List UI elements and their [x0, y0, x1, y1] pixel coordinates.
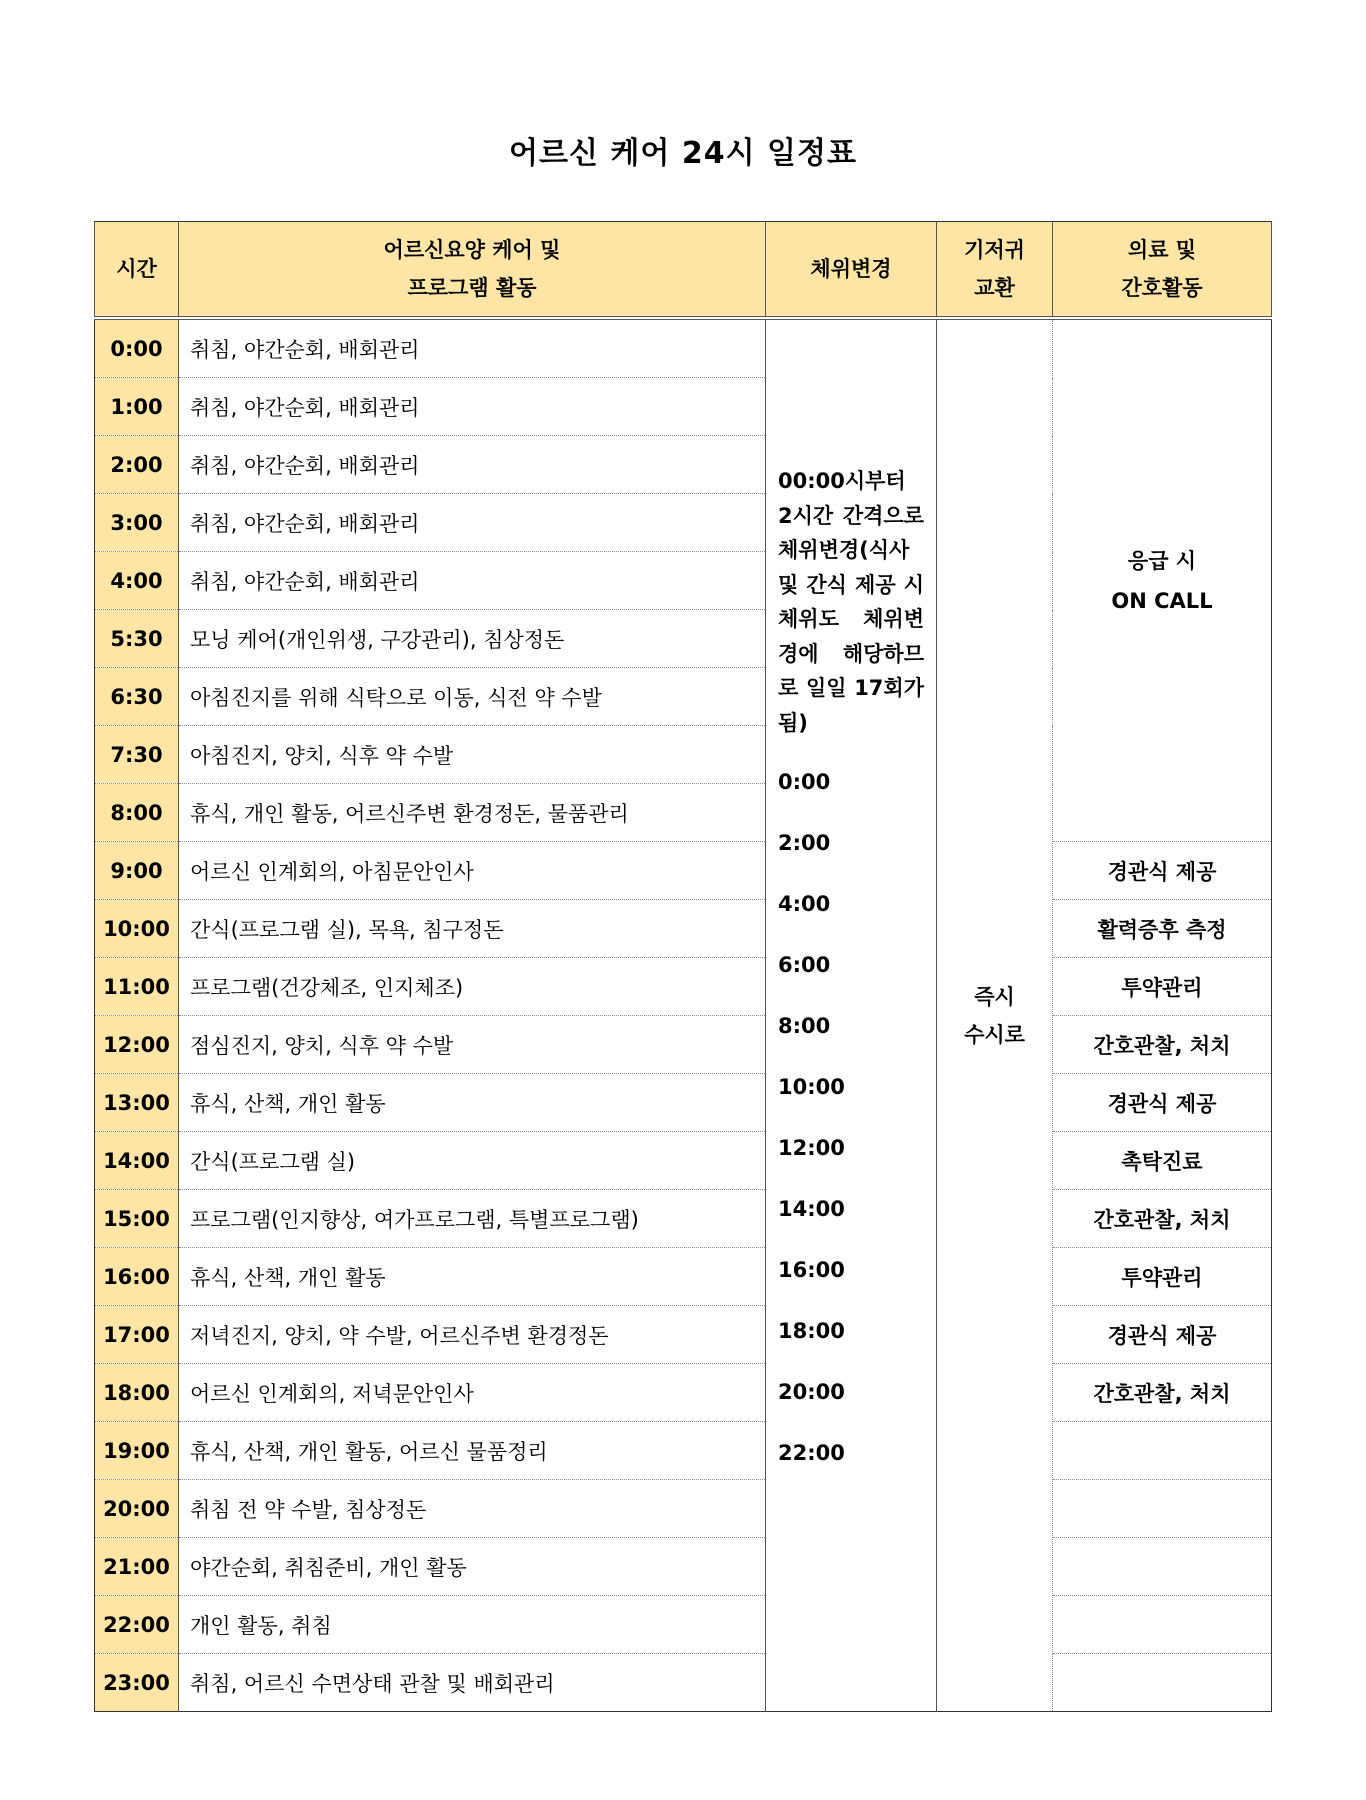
schedule-body	[95, 318, 1272, 1712]
schedule-table	[94, 221, 1272, 1712]
time-cell: 4:00	[95, 552, 179, 610]
time-cell: 16:00	[95, 1248, 179, 1306]
position-change-time: 20:00	[778, 1380, 845, 1404]
activity-cell: 취침, 야간순회, 배회관리	[179, 494, 766, 552]
activity-cell: 어르신 인계회의, 아침문안인사	[179, 842, 766, 900]
header-care-line2: 프로그램 활동	[407, 276, 537, 300]
activity-cell: 취침, 어르신 수면상태 관찰 및 배회관리	[179, 1654, 766, 1712]
position-change-time: 22:00	[778, 1441, 845, 1465]
position-change-time: 8:00	[778, 1014, 831, 1038]
activity-cell: 어르신 인계회의, 저녁문안인사	[179, 1364, 766, 1422]
position-change-time: 18:00	[778, 1319, 845, 1343]
diaper-line2: 수시로	[964, 1022, 1025, 1047]
time-cell: 18:00	[95, 1364, 179, 1422]
table-row	[95, 1306, 1272, 1364]
table-row	[95, 1480, 1272, 1538]
activity-cell: 개인 활동, 취침	[179, 1596, 766, 1654]
position-change-time: 0:00	[778, 770, 831, 794]
time-cell: 6:30	[95, 668, 179, 726]
position-change-note: 00:00시부터 2시간 간격으로 체위변경(식사 및 간식 제공 시 체위도 체위변경에 해당하므로 일일 17회가 됨)	[778, 469, 924, 735]
header-medical-line2: 간호활동	[1121, 276, 1203, 300]
activity-cell: 휴식, 산책, 개인 활동	[179, 1248, 766, 1306]
table-row	[95, 1364, 1272, 1422]
table-row	[95, 900, 1272, 958]
medical-cell: 경관식 제공	[1053, 842, 1272, 900]
diaper-line1: 즉시	[974, 984, 1015, 1009]
header-care-line1: 어르신요양 케어 및	[383, 238, 561, 262]
activity-cell: 간식(프로그램 실)	[179, 1132, 766, 1190]
table-row	[95, 1596, 1272, 1654]
page-title: 어르신 케어 24시 일정표	[509, 136, 857, 171]
time-cell: 3:00	[95, 494, 179, 552]
table-row	[95, 1654, 1272, 1712]
header-time: 시간	[95, 222, 179, 319]
header-medical-line1: 의료 및	[1127, 238, 1197, 262]
medical-cell: 간호관찰, 처치	[1053, 1016, 1272, 1074]
time-cell: 20:00	[95, 1480, 179, 1538]
position-change-times	[778, 752, 924, 1484]
activity-cell: 저녁진지, 양치, 약 수발, 어르신주변 환경정돈	[179, 1306, 766, 1364]
activity-cell: 취침, 야간순회, 배회관리	[179, 378, 766, 436]
position-change-cell	[766, 318, 937, 1712]
activity-cell: 취침, 야간순회, 배회관리	[179, 552, 766, 610]
header-diaper-line2: 교환	[974, 276, 1015, 300]
medical-cell	[1053, 1654, 1272, 1712]
table-row	[95, 318, 1272, 378]
time-cell: 0:00	[95, 318, 179, 378]
medical-cell	[1053, 1596, 1272, 1654]
medical-cell: 활력증후 측정	[1053, 900, 1272, 958]
medical-cell: 간호관찰, 처치	[1053, 1364, 1272, 1422]
time-cell: 17:00	[95, 1306, 179, 1364]
time-cell: 1:00	[95, 378, 179, 436]
header-position: 체위변경	[766, 222, 937, 319]
activity-cell: 아침진지를 위해 식탁으로 이동, 식전 약 수발	[179, 668, 766, 726]
time-cell: 22:00	[95, 1596, 179, 1654]
table-row	[95, 958, 1272, 1016]
activity-cell: 프로그램(인지향상, 여가프로그램, 특별프로그램)	[179, 1190, 766, 1248]
header-medical	[1053, 222, 1272, 319]
time-cell: 12:00	[95, 1016, 179, 1074]
table-row	[95, 1190, 1272, 1248]
position-change-time: 14:00	[778, 1197, 845, 1221]
time-cell: 11:00	[95, 958, 179, 1016]
header-care	[179, 222, 766, 319]
position-change-time: 4:00	[778, 892, 831, 916]
table-row	[95, 1132, 1272, 1190]
activity-cell: 취침, 야간순회, 배회관리	[179, 436, 766, 494]
time-cell: 14:00	[95, 1132, 179, 1190]
activity-cell: 아침진지, 양치, 식후 약 수발	[179, 726, 766, 784]
medical-cell: 촉탁진료	[1053, 1132, 1272, 1190]
oncall-line1: 응급 시	[1127, 548, 1197, 573]
position-change-time: 12:00	[778, 1136, 845, 1160]
position-change-time: 10:00	[778, 1075, 845, 1099]
header-diaper-line1: 기저귀	[964, 238, 1025, 262]
activity-cell: 취침 전 약 수발, 침상정돈	[179, 1480, 766, 1538]
time-cell: 7:30	[95, 726, 179, 784]
time-cell: 15:00	[95, 1190, 179, 1248]
position-change-time: 2:00	[778, 831, 831, 855]
table-row	[95, 1074, 1272, 1132]
medical-cell: 경관식 제공	[1053, 1074, 1272, 1132]
medical-cell	[1053, 1480, 1272, 1538]
medical-cell: 간호관찰, 처치	[1053, 1190, 1272, 1248]
activity-cell: 프로그램(건강체조, 인지체조)	[179, 958, 766, 1016]
header-row	[95, 222, 1272, 319]
table-row	[95, 1016, 1272, 1074]
medical-cell: 경관식 제공	[1053, 1306, 1272, 1364]
table-row	[95, 1248, 1272, 1306]
table-row	[95, 842, 1272, 900]
activity-cell: 휴식, 개인 활동, 어르신주변 환경정돈, 물품관리	[179, 784, 766, 842]
time-cell: 8:00	[95, 784, 179, 842]
activity-cell: 야간순회, 취침준비, 개인 활동	[179, 1538, 766, 1596]
time-cell: 5:30	[95, 610, 179, 668]
time-cell: 23:00	[95, 1654, 179, 1712]
medical-cell	[1053, 1422, 1272, 1480]
time-cell: 9:00	[95, 842, 179, 900]
time-cell: 19:00	[95, 1422, 179, 1480]
oncall-line2: ON CALL	[1111, 588, 1213, 613]
time-cell: 2:00	[95, 436, 179, 494]
oncall-cell	[1053, 318, 1272, 842]
activity-cell: 취침, 야간순회, 배회관리	[179, 318, 766, 378]
position-change-time: 6:00	[778, 953, 831, 977]
activity-cell: 점심진지, 양치, 식후 약 수발	[179, 1016, 766, 1074]
time-cell: 13:00	[95, 1074, 179, 1132]
medical-cell: 투약관리	[1053, 1248, 1272, 1306]
time-cell: 21:00	[95, 1538, 179, 1596]
medical-cell	[1053, 1538, 1272, 1596]
header-diaper	[937, 222, 1053, 319]
table-row	[95, 1422, 1272, 1480]
diaper-cell	[937, 318, 1053, 1712]
table-row	[95, 1538, 1272, 1596]
position-change-time: 16:00	[778, 1258, 845, 1282]
activity-cell: 휴식, 산책, 개인 활동	[179, 1074, 766, 1132]
activity-cell: 휴식, 산책, 개인 활동, 어르신 물품정리	[179, 1422, 766, 1480]
activity-cell: 모닝 케어(개인위생, 구강관리), 침상정돈	[179, 610, 766, 668]
time-cell: 10:00	[95, 900, 179, 958]
medical-cell: 투약관리	[1053, 958, 1272, 1016]
activity-cell: 간식(프로그램 실), 목욕, 침구정돈	[179, 900, 766, 958]
